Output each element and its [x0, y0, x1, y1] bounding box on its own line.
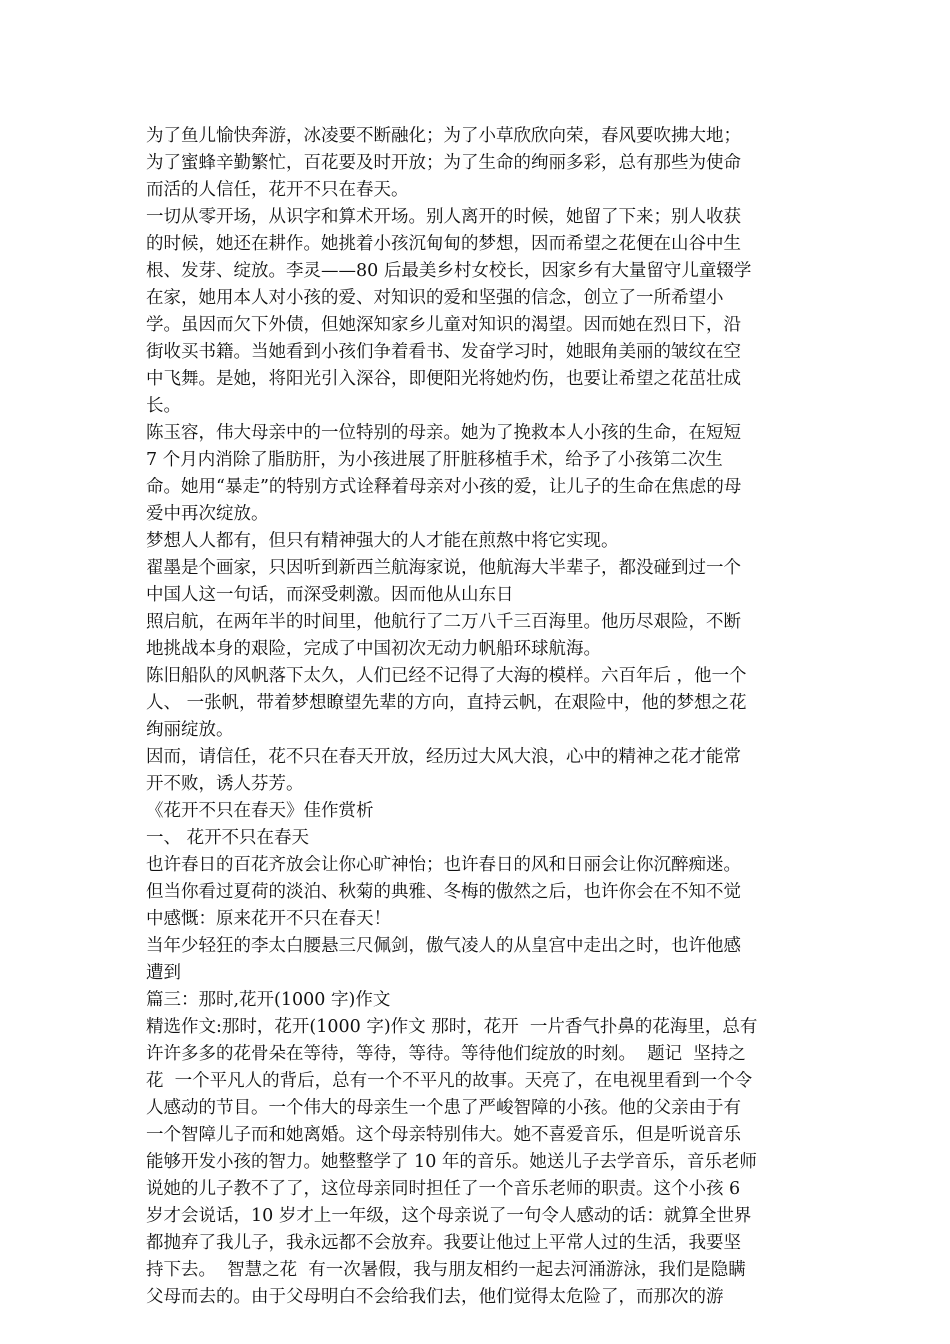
text-line: 也许春日的百花齐放会让你心旷神怡；也许春日的风和日丽会让你沉醉痴迷。: [146, 855, 741, 875]
section-subheading: 一、 花开不只在春天: [146, 828, 310, 848]
text-line: 但当你看过夏荷的淡泊、秋菊的典雅、冬梅的傲然之后，也许你会在不知不觉: [146, 882, 741, 902]
text-line: 因而，请信任，花不只在春天开放，经历过大风大浪，心中的精神之花才能常: [146, 747, 741, 767]
text-line: 一个智障儿子而和她离婚。这个母亲特别伟大。她不喜爱音乐，但是听说音乐: [146, 1125, 741, 1145]
text-line: 学。虽因而欠下外债，但她深知家乡儿童对知识的渴望。因而她在烈日下，沿: [146, 315, 741, 335]
text-line: 的时候，她还在耕作。她挑着小孩沉甸甸的梦想，因而希望之花便在山谷中生: [146, 234, 741, 254]
text-line: 中感慨：原来花开不只在春天！: [146, 909, 391, 929]
text-line: 持下去。 智慧之花 有一次暑假，我与朋友相约一起去河涌游泳，我们是隐瞒: [146, 1260, 746, 1280]
text-line: 中飞舞。是她，将阳光引入深谷，即便阳光将她灼伤，也要让希望之花茁壮成: [146, 369, 741, 389]
text-line: 为了蜜蜂辛勤繁忙，百花要及时开放；为了生命的绚丽多彩，总有那些为使命: [146, 153, 741, 173]
text-line: 花 一个平凡人的背后，总有一个不平凡的故事。天亮了，在电视里看到一个令: [146, 1071, 753, 1091]
text-line: 岁才会说话，10 岁才上一年级，这个母亲说了一句令人感动的话：就算全世界: [146, 1206, 752, 1226]
text-line: 中国人这一句话，而深受刺激。因而他从山东日: [146, 585, 514, 605]
text-line: 陈玉容，伟大母亲中的一位特别的母亲。她为了挽救本人小孩的生命，在短短: [146, 423, 741, 443]
section-heading: 篇三：那时,花开(1000 字)作文: [146, 990, 391, 1010]
text-line: 街收买书籍。当她看到小孩们争着看书、发奋学习时，她眼角美丽的皱纹在空: [146, 342, 741, 362]
text-line: 为了鱼儿愉快奔游，冰凌要不断融化；为了小草欣欣向荣，春风要吹拂大地；: [146, 126, 741, 146]
text-line: 能够开发小孩的智力。她整整学了 10 年的音乐。她送儿子去学音乐，音乐老师: [146, 1152, 757, 1172]
text-line: 一切从零开场，从识字和算术开场。别人离开的时候，她留了下来；别人收获: [146, 207, 741, 227]
text-line: 长。: [146, 396, 181, 416]
text-line: 人、 一张帆，带着梦想瞭望先辈的方向，直持云帆，在艰险中，他的梦想之花: [146, 693, 747, 713]
document-page: [146, 123, 806, 1311]
text-line: 说她的儿子教不了了，这位母亲同时担任了一个音乐老师的职责。这个小孩 6: [146, 1179, 741, 1199]
text-line: 照启航，在两年半的时间里，他航行了二万八千三百海里。他历尽艰险，不断: [146, 612, 741, 632]
text-line: 翟墨是个画家，只因听到新西兰航海家说，他航海大半辈子，都没碰到过一个: [146, 558, 741, 578]
text-line: 人感动的节目。一个伟大的母亲生一个患了严峻智障的小孩。他的父亲由于有: [146, 1098, 741, 1118]
text-line: 命。她用“暴走”的特别方式诠释着母亲对小孩的爱，让儿子的生命在焦虑的母: [146, 477, 742, 497]
text-line: 开不败，诱人芬芳。: [146, 774, 304, 794]
text-line: 都抛弃了我儿子，我永远都不会放弃。我要让他过上平常人过的生活，我要坚: [146, 1233, 741, 1253]
text-line: 地挑战本身的艰险，完成了中国初次无动力帆船环球航海。: [146, 639, 601, 659]
text-line: 遭到: [146, 963, 181, 983]
section-heading: 《花开不只在春天》佳作赏析: [146, 801, 374, 821]
text-line: 陈旧船队的风帆落下太久，人们已经不记得了大海的模样。六百年后 ，他一个: [146, 666, 747, 686]
text-line: 当年少轻狂的李太白腰悬三尺佩剑，傲气凌人的从皇宫中走出之时，也许他感: [146, 936, 741, 956]
text-line: 梦想人人都有，但只有精神强大的人才能在煎熬中将它实现。: [146, 531, 619, 551]
text-line: 爱中再次绽放。: [146, 504, 269, 524]
text-line: 父母而去的。由于父母明白不会给我们去，他们觉得太危险了，而那次的游: [146, 1287, 724, 1307]
text-line: 而活的人信任，花开不只在春天。: [146, 180, 409, 200]
text-line: 许许多多的花骨朵在等待，等待，等待。等待他们绽放的时刻。 题记 坚持之: [146, 1044, 746, 1064]
text-line: 根、发芽、绽放。李灵——80 后最美乡村女校长，因家乡有大量留守儿童辍学: [146, 261, 752, 281]
text-line: 精选作文:那时，花开(1000 字)作文 那时，花开 一片香气扑鼻的花海里，总有: [146, 1017, 758, 1037]
text-line: 绚丽绽放。: [146, 720, 234, 740]
text-line: 7 个月内消除了脂肪肝，为小孩进展了肝脏移植手术，给予了小孩第二次生: [146, 450, 723, 470]
text-line: 在家，她用本人对小孩的爱、对知识的爱和坚强的信念，创立了一所希望小: [146, 288, 724, 308]
